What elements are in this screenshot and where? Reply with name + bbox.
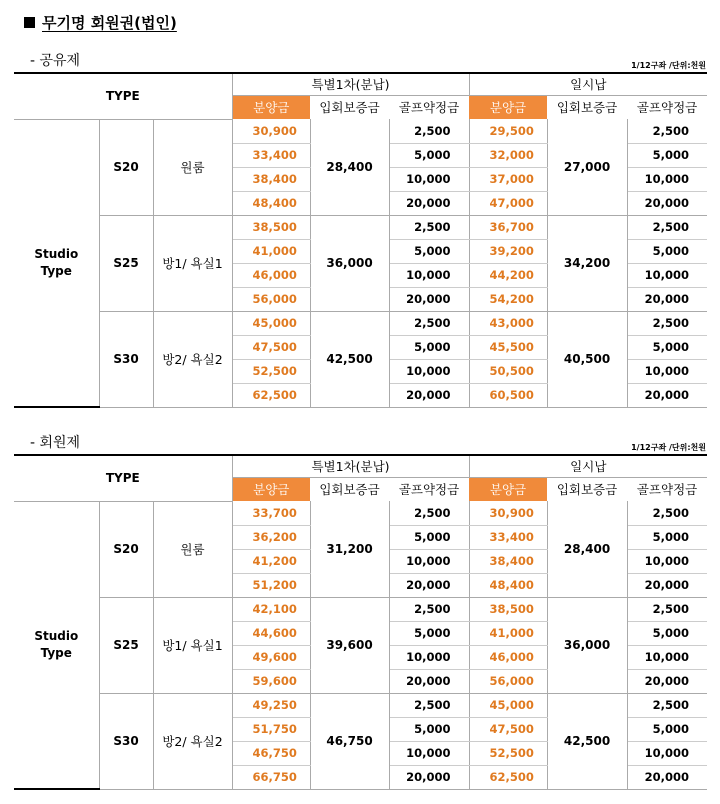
special-price-cell: 44,600 bbox=[232, 621, 310, 645]
lump-fee-cell: 20,000 bbox=[627, 669, 707, 693]
special-deposit-cell: 42,500 bbox=[310, 311, 389, 407]
lump-price-cell: 39,200 bbox=[469, 239, 547, 263]
lump-fee-cell: 10,000 bbox=[627, 359, 707, 383]
special-fee-cell: 20,000 bbox=[389, 287, 469, 311]
special-fee-cell: 2,500 bbox=[389, 501, 469, 525]
lump-price-cell: 54,200 bbox=[469, 287, 547, 311]
lump-price-cell: 36,700 bbox=[469, 215, 547, 239]
special-fee-cell: 20,000 bbox=[389, 383, 469, 407]
special-price-cell: 48,400 bbox=[232, 191, 310, 215]
lump-deposit-header: 입회보증금 bbox=[547, 95, 627, 119]
special-fee-cell: 10,000 bbox=[389, 167, 469, 191]
lump-fee-cell: 5,000 bbox=[627, 621, 707, 645]
table-row bbox=[14, 501, 707, 525]
special-price-cell: 51,200 bbox=[232, 573, 310, 597]
section-title: - 회원제 bbox=[30, 435, 81, 451]
special-fee-cell: 5,000 bbox=[389, 239, 469, 263]
studio-type-line: Studio bbox=[34, 246, 79, 261]
lump-fee-cell: 2,500 bbox=[627, 311, 707, 335]
lump-fee-cell: 10,000 bbox=[627, 549, 707, 573]
lump-header: 일시납 bbox=[469, 73, 707, 95]
special-price-cell: 62,500 bbox=[232, 383, 310, 407]
lump-fee-header: 골프약정금 bbox=[627, 95, 707, 119]
lump-price-cell: 46,000 bbox=[469, 645, 547, 669]
lump-price-header: 분양금 bbox=[469, 95, 547, 119]
special-price-header: 분양금 bbox=[232, 477, 310, 501]
lump-price-cell: 45,000 bbox=[469, 693, 547, 717]
lump-fee-cell: 5,000 bbox=[627, 143, 707, 167]
section-header bbox=[0, 432, 720, 454]
studio-type-line: Studio bbox=[34, 628, 79, 643]
lump-deposit-cell: 36,000 bbox=[547, 597, 627, 693]
table-row bbox=[14, 693, 707, 717]
square-bullet-icon bbox=[24, 17, 35, 28]
table-row bbox=[14, 119, 707, 143]
room-layout: 방1/ 욕실1 bbox=[153, 597, 232, 693]
header-row-group bbox=[14, 455, 707, 477]
lump-price-cell: 33,400 bbox=[469, 525, 547, 549]
special-fee-cell: 5,000 bbox=[389, 143, 469, 167]
lump-price-cell: 45,500 bbox=[469, 335, 547, 359]
special-fee-cell: 20,000 bbox=[389, 191, 469, 215]
special-price-cell: 41,200 bbox=[232, 549, 310, 573]
special-deposit-cell: 28,400 bbox=[310, 119, 389, 215]
lump-fee-cell: 20,000 bbox=[627, 191, 707, 215]
special-fee-cell: 20,000 bbox=[389, 669, 469, 693]
lump-header: 일시납 bbox=[469, 455, 707, 477]
lump-fee-cell: 2,500 bbox=[627, 501, 707, 525]
lump-fee-cell: 5,000 bbox=[627, 717, 707, 741]
room-layout: 원룸 bbox=[153, 119, 232, 215]
type-header: TYPE bbox=[14, 73, 232, 119]
lump-fee-cell: 20,000 bbox=[627, 765, 707, 789]
lump-fee-cell: 20,000 bbox=[627, 383, 707, 407]
lump-deposit-cell: 27,000 bbox=[547, 119, 627, 215]
lump-price-cell: 29,500 bbox=[469, 119, 547, 143]
lump-fee-cell: 20,000 bbox=[627, 287, 707, 311]
special-fee-cell: 5,000 bbox=[389, 525, 469, 549]
special-price-cell: 38,500 bbox=[232, 215, 310, 239]
special-price-cell: 49,600 bbox=[232, 645, 310, 669]
lump-price-header: 분양금 bbox=[469, 477, 547, 501]
unit-size: S20 bbox=[99, 119, 153, 215]
lump-fee-cell: 10,000 bbox=[627, 741, 707, 765]
page-title bbox=[24, 12, 177, 33]
lump-deposit-cell: 34,200 bbox=[547, 215, 627, 311]
unit-size: S25 bbox=[99, 597, 153, 693]
type-header: TYPE bbox=[14, 455, 232, 501]
special-price-cell: 46,750 bbox=[232, 741, 310, 765]
header-row-group bbox=[14, 73, 707, 95]
lump-fee-cell: 2,500 bbox=[627, 119, 707, 143]
lump-price-cell: 37,000 bbox=[469, 167, 547, 191]
lump-fee-cell: 10,000 bbox=[627, 645, 707, 669]
unit-note: 1/12구좌 /단위:천원 bbox=[631, 61, 706, 70]
price-table bbox=[14, 72, 707, 408]
special-deposit-header: 입회보증금 bbox=[310, 477, 389, 501]
special-deposit-cell: 31,200 bbox=[310, 501, 389, 597]
lump-fee-cell: 20,000 bbox=[627, 573, 707, 597]
special-price-header: 분양금 bbox=[232, 95, 310, 119]
special-fee-header: 골프약정금 bbox=[389, 95, 469, 119]
lump-fee-cell: 5,000 bbox=[627, 525, 707, 549]
section-header bbox=[0, 50, 720, 72]
section-title: - 공유제 bbox=[30, 53, 81, 69]
special-price-cell: 46,000 bbox=[232, 263, 310, 287]
lump-price-cell: 30,900 bbox=[469, 501, 547, 525]
special-fee-cell: 20,000 bbox=[389, 765, 469, 789]
section-shared bbox=[0, 50, 720, 408]
studio-type-line: Type bbox=[40, 263, 72, 278]
special-price-cell: 33,700 bbox=[232, 501, 310, 525]
special-fee-cell: 2,500 bbox=[389, 311, 469, 335]
special-header: 특별1차(분납) bbox=[232, 73, 469, 95]
lump-price-cell: 47,500 bbox=[469, 717, 547, 741]
lump-price-cell: 41,000 bbox=[469, 621, 547, 645]
lump-deposit-cell: 40,500 bbox=[547, 311, 627, 407]
special-fee-cell: 2,500 bbox=[389, 215, 469, 239]
special-price-cell: 45,000 bbox=[232, 311, 310, 335]
special-price-cell: 36,200 bbox=[232, 525, 310, 549]
lump-price-cell: 60,500 bbox=[469, 383, 547, 407]
special-fee-cell: 2,500 bbox=[389, 597, 469, 621]
special-price-cell: 59,600 bbox=[232, 669, 310, 693]
special-price-cell: 49,250 bbox=[232, 693, 310, 717]
special-fee-cell: 10,000 bbox=[389, 645, 469, 669]
special-fee-cell: 20,000 bbox=[389, 573, 469, 597]
lump-fee-header: 골프약정금 bbox=[627, 477, 707, 501]
section-membership bbox=[0, 432, 720, 790]
lump-fee-cell: 5,000 bbox=[627, 335, 707, 359]
special-fee-cell: 5,000 bbox=[389, 621, 469, 645]
unit-size: S20 bbox=[99, 501, 153, 597]
special-deposit-cell: 46,750 bbox=[310, 693, 389, 789]
unit-size: S25 bbox=[99, 215, 153, 311]
room-layout: 원룸 bbox=[153, 501, 232, 597]
special-fee-cell: 5,000 bbox=[389, 717, 469, 741]
room-layout: 방1/ 욕실1 bbox=[153, 215, 232, 311]
special-price-cell: 56,000 bbox=[232, 287, 310, 311]
special-fee-cell: 10,000 bbox=[389, 359, 469, 383]
special-price-cell: 41,000 bbox=[232, 239, 310, 263]
lump-price-cell: 48,400 bbox=[469, 573, 547, 597]
room-layout: 방2/ 욕실2 bbox=[153, 311, 232, 407]
lump-price-cell: 56,000 bbox=[469, 669, 547, 693]
table-row bbox=[14, 215, 707, 239]
page-title-text: 무기명 회원권(법인) bbox=[42, 14, 177, 32]
special-price-cell: 38,400 bbox=[232, 167, 310, 191]
lump-price-cell: 62,500 bbox=[469, 765, 547, 789]
special-deposit-cell: 39,600 bbox=[310, 597, 389, 693]
lump-fee-cell: 10,000 bbox=[627, 167, 707, 191]
studio-type-line: Type bbox=[40, 645, 72, 660]
table-row bbox=[14, 311, 707, 335]
special-fee-cell: 10,000 bbox=[389, 549, 469, 573]
special-price-cell: 47,500 bbox=[232, 335, 310, 359]
price-table bbox=[14, 454, 707, 790]
special-price-cell: 51,750 bbox=[232, 717, 310, 741]
lump-deposit-cell: 42,500 bbox=[547, 693, 627, 789]
special-fee-cell: 2,500 bbox=[389, 693, 469, 717]
special-fee-cell: 10,000 bbox=[389, 263, 469, 287]
lump-fee-cell: 5,000 bbox=[627, 239, 707, 263]
lump-deposit-header: 입회보증금 bbox=[547, 477, 627, 501]
special-price-cell: 30,900 bbox=[232, 119, 310, 143]
special-price-cell: 33,400 bbox=[232, 143, 310, 167]
special-header: 특별1차(분납) bbox=[232, 455, 469, 477]
lump-price-cell: 47,000 bbox=[469, 191, 547, 215]
lump-price-cell: 38,400 bbox=[469, 549, 547, 573]
lump-price-cell: 32,000 bbox=[469, 143, 547, 167]
special-fee-cell: 10,000 bbox=[389, 741, 469, 765]
lump-price-cell: 43,000 bbox=[469, 311, 547, 335]
special-deposit-header: 입회보증금 bbox=[310, 95, 389, 119]
special-deposit-cell: 36,000 bbox=[310, 215, 389, 311]
unit-size: S30 bbox=[99, 311, 153, 407]
lump-fee-cell: 2,500 bbox=[627, 215, 707, 239]
lump-fee-cell: 10,000 bbox=[627, 263, 707, 287]
special-price-cell: 52,500 bbox=[232, 359, 310, 383]
lump-price-cell: 38,500 bbox=[469, 597, 547, 621]
lump-fee-cell: 2,500 bbox=[627, 693, 707, 717]
unit-note: 1/12구좌 /단위:천원 bbox=[631, 443, 706, 452]
lump-price-cell: 50,500 bbox=[469, 359, 547, 383]
room-layout: 방2/ 욕실2 bbox=[153, 693, 232, 789]
studio-type-label bbox=[14, 119, 99, 407]
special-price-cell: 66,750 bbox=[232, 765, 310, 789]
special-fee-header: 골프약정금 bbox=[389, 477, 469, 501]
table-row bbox=[14, 597, 707, 621]
special-price-cell: 42,100 bbox=[232, 597, 310, 621]
lump-deposit-cell: 28,400 bbox=[547, 501, 627, 597]
studio-type-label bbox=[14, 501, 99, 789]
lump-price-cell: 52,500 bbox=[469, 741, 547, 765]
special-fee-cell: 5,000 bbox=[389, 335, 469, 359]
lump-fee-cell: 2,500 bbox=[627, 597, 707, 621]
special-fee-cell: 2,500 bbox=[389, 119, 469, 143]
lump-price-cell: 44,200 bbox=[469, 263, 547, 287]
unit-size: S30 bbox=[99, 693, 153, 789]
